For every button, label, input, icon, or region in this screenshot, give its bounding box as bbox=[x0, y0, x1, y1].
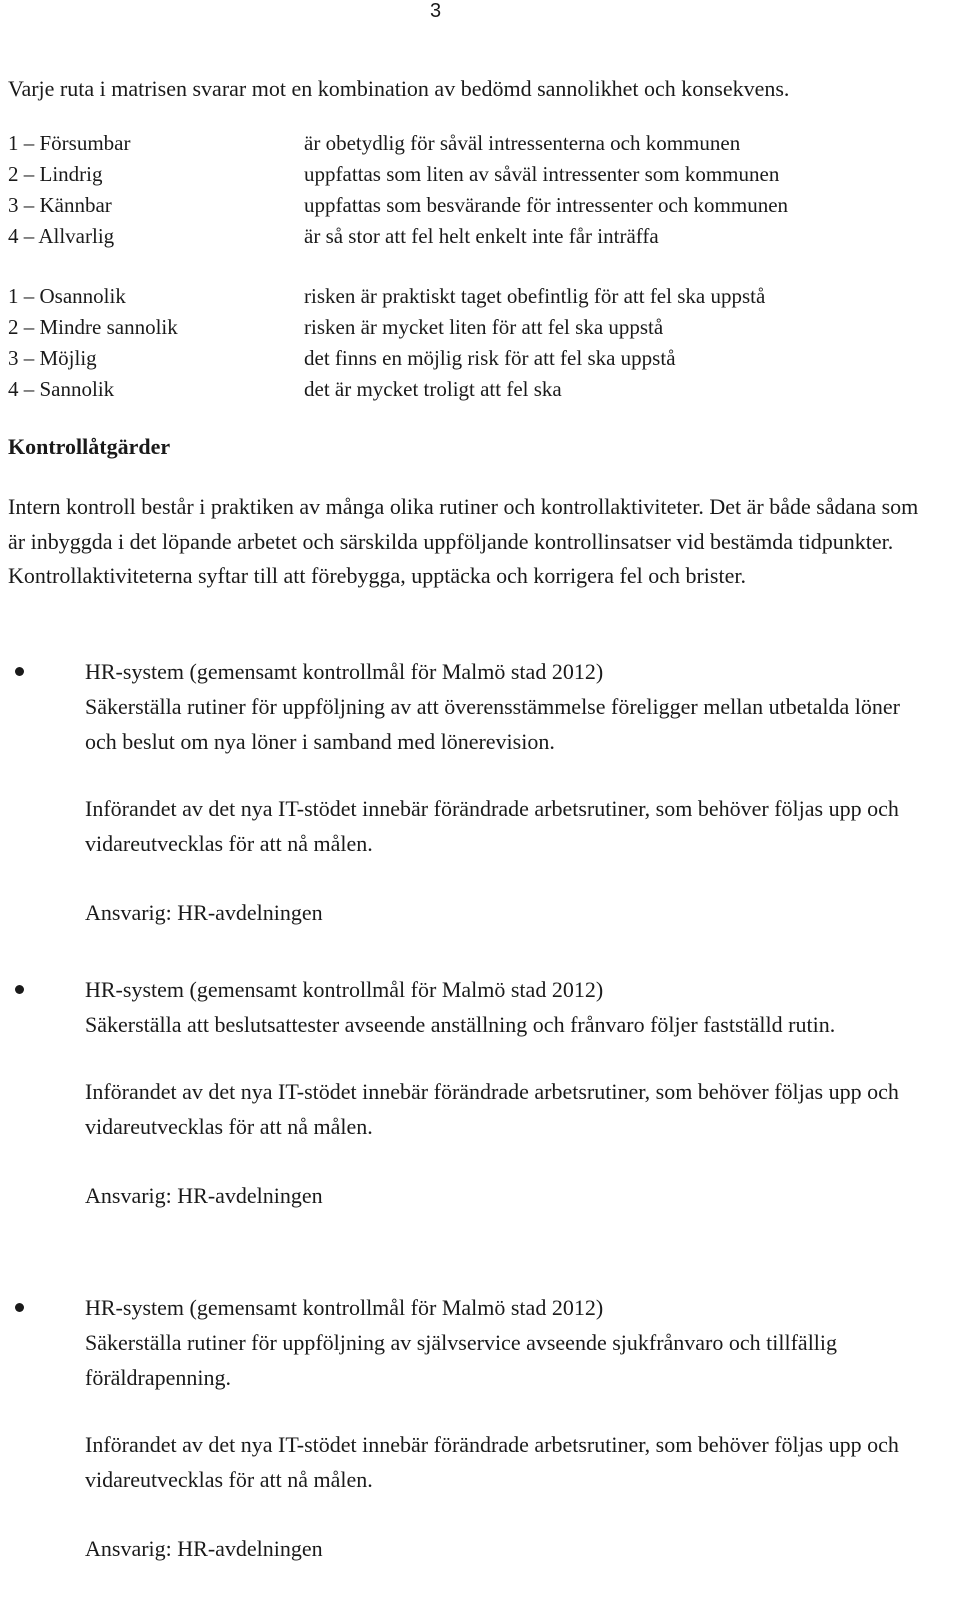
consequence-description: uppfattas som liten av såväl intressenter som kommunen bbox=[304, 162, 780, 186]
consequence-term: 2 – Lindrig bbox=[8, 162, 103, 186]
probability-row bbox=[8, 312, 765, 343]
probability-row bbox=[8, 281, 765, 312]
control-item-responsible: Ansvarig: HR-avdelningen bbox=[85, 1536, 323, 1561]
consequence-description: uppfattas som besvärande för intressenter och kommunen bbox=[304, 193, 789, 217]
consequence-scale bbox=[8, 128, 788, 252]
control-item-title: HR-system (gemensamt kontrollmål för Malmö stad 2012) bbox=[85, 659, 604, 684]
control-item-title: HR-system (gemensamt kontrollmål för Malmö stad 2012) bbox=[85, 1295, 604, 1320]
consequence-row bbox=[8, 128, 788, 159]
control-item bbox=[85, 1290, 925, 1566]
control-item-goal: Säkerställa rutiner för uppföljning av självservice avseende sjukfrånvaro och tillfällig föräldrapenning. bbox=[85, 1330, 838, 1390]
probability-row bbox=[8, 374, 765, 405]
consequence-description: är obetydlig för såväl intressenterna och kommunen bbox=[304, 131, 741, 155]
intro-text: Varje ruta i matrisen svarar mot en kombination av bedömd sannolikhet och konsekvens. bbox=[8, 76, 790, 101]
bullet-icon bbox=[15, 1303, 24, 1312]
probability-term: 3 – Möjlig bbox=[8, 346, 97, 370]
probability-description: risken är praktiskt taget obefintlig för att fel ska uppstå bbox=[304, 284, 766, 308]
probability-scale bbox=[8, 281, 765, 405]
control-item-goal: Säkerställa att beslutsattester avseende anställning och frånvaro följer fastställd rutin. bbox=[85, 1012, 836, 1037]
probability-description: det finns en möjlig risk för att fel ska uppstå bbox=[304, 346, 676, 370]
consequence-row bbox=[8, 190, 788, 221]
control-item-note: Införandet av det nya IT-stödet innebär förändrade arbetsrutiner, som behöver följas upp och vidareutvecklas för att nå målen. bbox=[85, 796, 899, 856]
probability-term: 1 – Osannolik bbox=[8, 284, 126, 308]
consequence-row bbox=[8, 221, 788, 252]
consequence-term: 4 – Allvarlig bbox=[8, 224, 115, 248]
page-number: 3 bbox=[430, 0, 442, 22]
control-item-goal: Säkerställa rutiner för uppföljning av att överensstämmelse föreligger mellan utbetalda löner och beslut om nya löner i samband med lönerevision. bbox=[85, 694, 900, 754]
probability-description: det är mycket troligt att fel ska bbox=[304, 377, 562, 401]
consequence-term: 1 – Försumbar bbox=[8, 131, 131, 155]
section-heading: Kontrollåtgärder bbox=[8, 434, 171, 459]
probability-term: 4 – Sannolik bbox=[8, 377, 115, 401]
bullet-icon bbox=[15, 985, 24, 994]
control-item bbox=[85, 654, 925, 930]
control-item-title: HR-system (gemensamt kontrollmål för Malmö stad 2012) bbox=[85, 977, 604, 1002]
probability-row bbox=[8, 343, 765, 374]
control-item-responsible: Ansvarig: HR-avdelningen bbox=[85, 900, 323, 925]
bullet-icon bbox=[15, 667, 24, 676]
control-item-note: Införandet av det nya IT-stödet innebär förändrade arbetsrutiner, som behöver följas upp och vidareutvecklas för att nå målen. bbox=[85, 1079, 899, 1139]
section-intro: Intern kontroll består i praktiken av många olika rutiner och kontrollaktiviteter. Det är både sådana som är inbyggda i det löpande arbetet och särskilda uppföljande kontrollinsatser vid bestämda tidpunkter. Kontrollaktiviteterna syftar till att förebygga, upptäcka och korrigera fel och brister. bbox=[8, 494, 919, 588]
control-item-note: Införandet av det nya IT-stödet innebär förändrade arbetsrutiner, som behöver följas upp och vidareutvecklas för att nå målen. bbox=[85, 1432, 899, 1492]
probability-description: risken är mycket liten för att fel ska uppstå bbox=[304, 315, 664, 339]
consequence-term: 3 – Kännbar bbox=[8, 193, 112, 217]
control-item-responsible: Ansvarig: HR-avdelningen bbox=[85, 1183, 323, 1208]
consequence-row bbox=[8, 159, 788, 190]
consequence-description: är så stor att fel helt enkelt inte får inträffa bbox=[304, 224, 659, 248]
control-item bbox=[85, 972, 925, 1213]
probability-term: 2 – Mindre sannolik bbox=[8, 315, 178, 339]
